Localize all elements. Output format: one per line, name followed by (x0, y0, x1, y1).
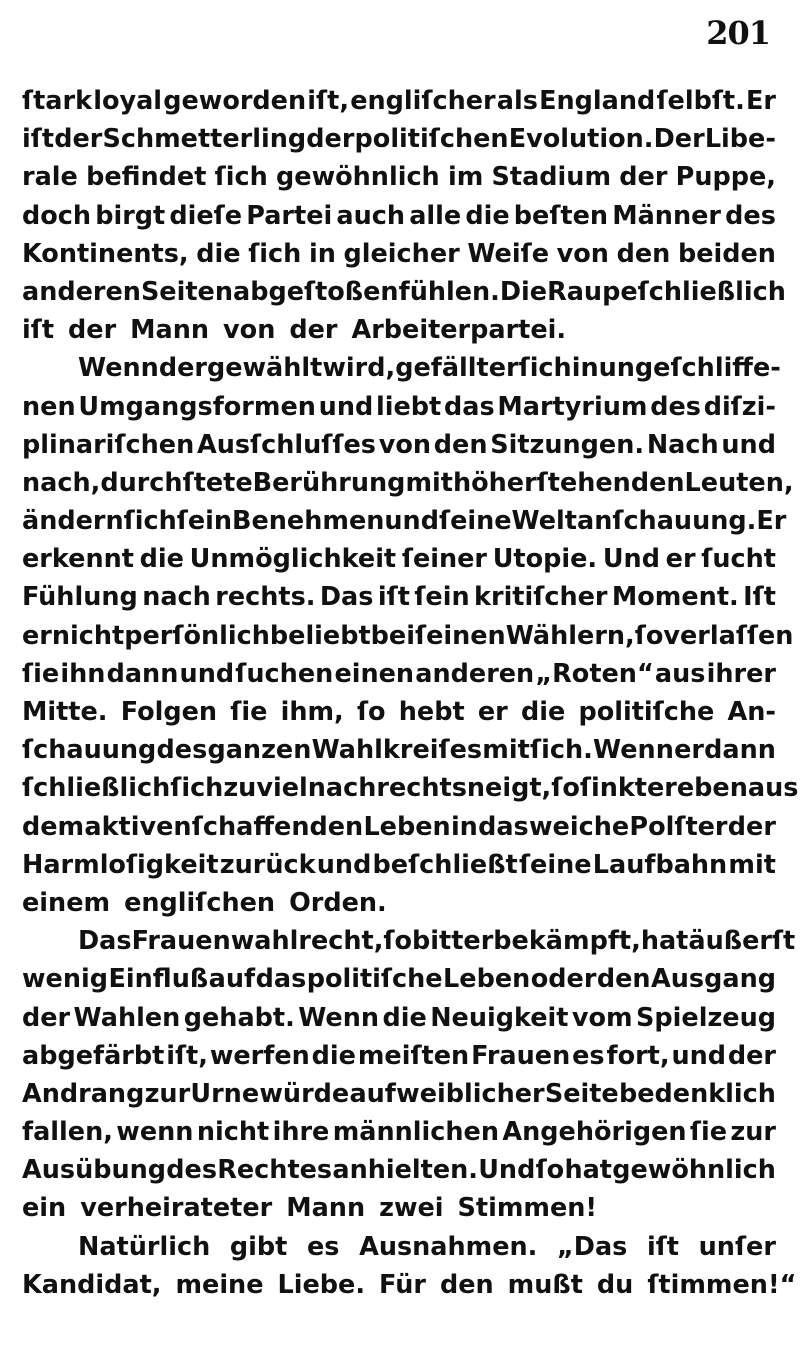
text-line: Fühlung nach rechts. Das iſt ſein kritiſcher Moment. Iſt (22, 582, 776, 613)
text-line: er nicht perſönlich beliebt bei ſeinen Wählern, ſo verlaſſen (22, 620, 794, 651)
text-line: abgefärbt iſt, werfen die meiſten Frauen es fort, und der (22, 1040, 776, 1071)
text-line: einem engliſchen Orden. (22, 887, 387, 918)
text-line: iſt der Schmetterling der politiſchen Evolution. Der Libe- (22, 124, 776, 155)
text-line: fallen, wenn nicht ihre männlichen Angehörigen ſie zur (22, 1117, 776, 1148)
text-line: ſchauung des ganzen Wahlkreiſes mit ſich. Wenn er dann (22, 735, 776, 766)
text-line: Harmloſigkeit zurück und beſchließt ſeine Laufbahn mit (22, 849, 776, 880)
text-line: Wenn der gewählt wird, gefällt er ſich in ungeſchliffe- (78, 353, 781, 384)
text-line: ändern ſich ſein Benehmen und ſeine Weltanſchauung. Er (22, 506, 787, 537)
text-line: ein verheirateter Mann zwei Stimmen! (22, 1193, 598, 1224)
paragraph (22, 82, 786, 349)
page-number: 201 (706, 14, 770, 52)
text-line: ſie ihn dann und ſuchen einen anderen „Roten“ aus ihrer (22, 658, 776, 689)
text-line: Das Frauenwahlrecht, ſo bitter bekämpft, hat äußerſt (78, 926, 796, 957)
text-line: doch birgt dieſe Partei auch alle die beſten Männer des (22, 200, 776, 231)
text-line: plinariſchen Ausſchluſſes von den Sitzungen. Nach und (22, 429, 776, 460)
body-text (22, 82, 799, 1304)
paragraph (22, 1228, 797, 1304)
text-line: dem aktiven ſchaffenden Leben in das weiche Polſter der (22, 811, 776, 842)
text-line: Ausübung des Rechtes anhielten. Und ſo hat gewöhnlich (22, 1155, 776, 1186)
text-line: Andrang zur Urne würde auf weiblicher Seite bedenklich (22, 1078, 776, 1109)
text-line: erkennt die Unmöglichkeit ſeiner Utopie. Und er ſucht (22, 544, 776, 575)
paragraph (22, 922, 796, 1228)
text-line: Kandidat, meine Liebe. Für den mußt du ſtimmen!“ (22, 1269, 797, 1300)
text-line: nen Umgangsformen und liebt das Martyrium des diſzi- (22, 391, 776, 422)
text-line: wenig Einfluß auf das politiſche Leben oder den Ausgang (22, 964, 776, 995)
paragraph (22, 349, 799, 922)
text-line: Mitte. Folgen ſie ihm, ſo hebt er die politiſche An- (22, 697, 776, 727)
text-line: Kontinents, die ſich in gleicher Weiſe von den beiden (22, 238, 776, 269)
text-line: ſtark loyal geworden iſt, engliſcher als England ſelbſt. Er (22, 86, 776, 116)
text-line: rale befindet ſich gewöhnlich im Stadium der Puppe, (22, 162, 776, 193)
text-line: iſt der Mann von der Arbeiterpartei. (22, 315, 567, 346)
text-line: ſchließlich ſich zu viel nach rechts neigt, ſo ſinkt er eben aus (22, 773, 799, 804)
text-line: anderen Seiten abgeſtoßen fühlen. Die Raupe ſchließlich (22, 276, 786, 307)
text-line: der Wahlen gehabt. Wenn die Neuigkeit vom Spielzeug (22, 1002, 776, 1033)
text-line: Natürlich gibt es Ausnahmen. „Das iſt unſer (78, 1231, 776, 1262)
text-line: nach, durch ſtete Berührung mit höher ſtehenden Leuten, (22, 467, 794, 498)
